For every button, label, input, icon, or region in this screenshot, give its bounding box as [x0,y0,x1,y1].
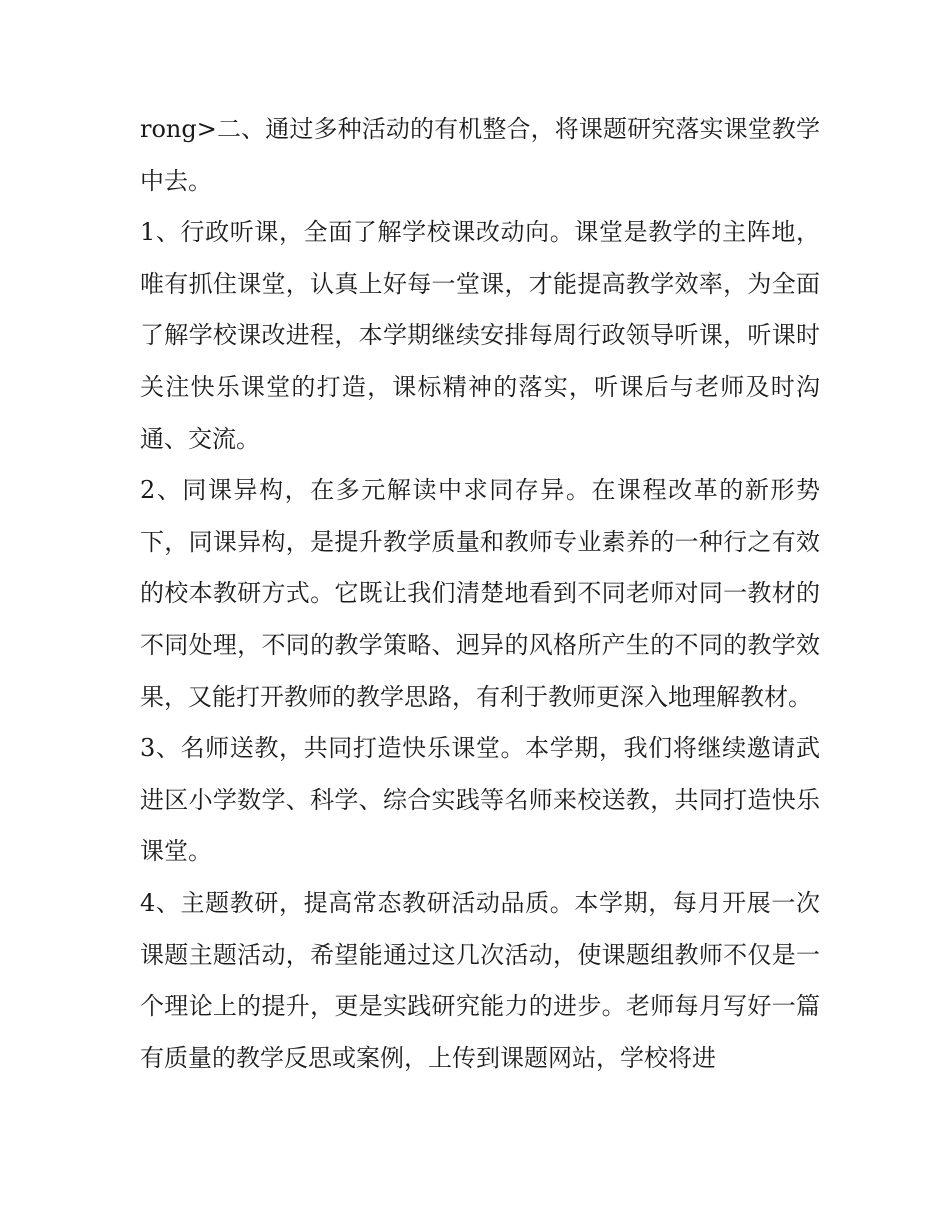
paragraph-item-1: 1、行政听课，全面了解学校课改动向。课堂是教学的主阵地，唯有抓住课堂，认真上好每一堂课，才能提高教学效率，为全面了解学校课改进程，本学期继续安排每周行政领导听课，听课时关注快乐课堂的打造，课标精神的落实，听课后与老师及时沟通、交流。 [140,218,820,453]
paragraph-item-2: 2、同课异构，在多元解读中求同存异。在课程改革的新形势下，同课异构，是提升教学质量和教师专业素养的一种行之有效的校本教研方式。它既让我们清楚地看到不同老师对同一教材的不同处理，不同的教学策略、迥异的风格所产生的不同的教学效果，又能打开教师的教学思路，有利于教师更深入地理解教材。 [140,476,820,711]
paragraph-item-3: 3、名师送教，共同打造快乐课堂。本学期，我们将继续邀请武进区小学数学、科学、综合实践等名师来校送教，共同打造快乐课堂。 [140,734,820,866]
document-body [140,104,820,1084]
paragraph-item-4: 4、主题教研，提高常态教研活动品质。本学期，每月开展一次课题主题活动，希望能通过这几次活动，使课题组教师不仅是一个理论上的提升，更是实践研究能力的进步。老师每月写好一篇有质量的教学反思或案例，上传到课题网站，学校将进 [140,888,820,1072]
section-heading: rong>二、通过多种活动的有机整合，将课题研究落实课堂教学中去。 [140,115,820,195]
